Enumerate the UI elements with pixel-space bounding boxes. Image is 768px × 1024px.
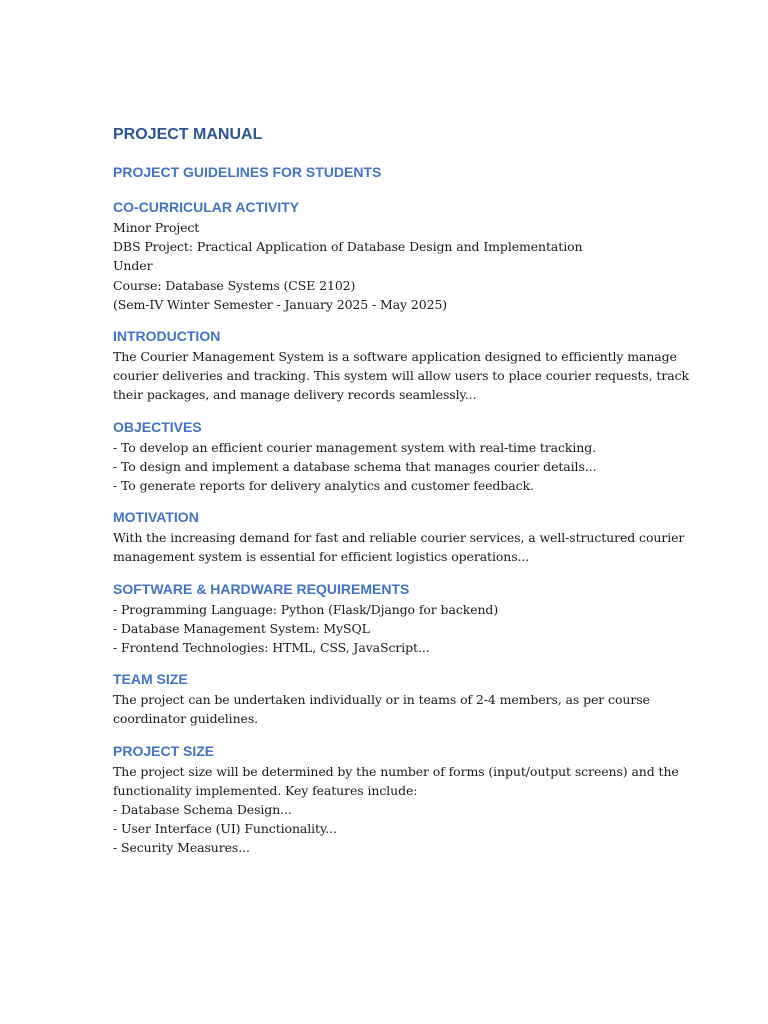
section-line: their packages, and manage delivery records seamlessly... [113,387,477,403]
section-line: Under [113,258,153,274]
section-line: (Sem-IV Winter Semester - January 2025 - May 2025) [113,296,448,312]
section-line: The Courier Management System is a software application designed to efficiently manage [113,349,677,365]
section-objectives [113,417,673,496]
section-heading: OBJECTIVES [113,418,202,435]
section-motivation [113,507,685,566]
section-line: Course: Database Systems (CSE 2102) [113,277,356,293]
section-line: - To generate reports for delivery analytics and customer feedback. [113,478,534,494]
section-heading: TEAM SIZE [113,671,188,688]
section-line: - Database Management System: MySQL [113,620,370,636]
section-line: courier deliveries and tracking. This system will allow users to place courier requests, track [113,368,689,384]
section-introduction [113,326,689,405]
document-subtitle: PROJECT GUIDELINES FOR STUDENTS [113,164,382,180]
section-heading: CO-CURRICULAR ACTIVITY [113,199,300,215]
document-title: PROJECT MANUAL [113,126,263,143]
section-line: With the increasing demand for fast and reliable courier services, a well-structured courier [113,530,685,546]
section-line: The project can be undertaken individually or in teams of 2-4 members, as per course [113,692,650,708]
section-heading: PROJECT SIZE [113,742,215,759]
section-line: - To design and implement a database schema that manages courier details... [113,458,597,474]
section-line: coordinator guidelines. [113,711,259,727]
section-line: - Frontend Technologies: HTML, CSS, JavaScript... [113,640,430,656]
document-page [113,124,689,870]
section-line: - Programming Language: Python (Flask/Django for backend) [113,601,499,617]
section-line: Minor Project [113,220,200,235]
section-line: - User Interface (UI) Functionality... [113,821,337,837]
section-co-curricular-activity [113,197,673,314]
section-line: - Database Schema Design... [113,802,292,818]
section-line: DBS Project: Practical Application of Database Design and Implementation [113,239,583,255]
section-line: management system is essential for efficient logistics operations... [113,549,530,565]
section-line: - Security Measures... [113,840,250,856]
section-heading: SOFTWARE & HARDWARE REQUIREMENTS [113,580,410,597]
section-team-size [113,669,673,728]
section-line: The project size will be determined by the number of forms (input/output screens) and the [113,763,679,779]
section-software-hardware-requirements [113,579,673,658]
section-heading: MOTIVATION [113,509,199,526]
section-heading: INTRODUCTION [113,328,221,345]
section-project-size [113,741,679,858]
section-line: functionality implemented. Key features include: [113,782,418,798]
section-line: - To develop an efficient courier management system with real-time tracking. [113,439,597,455]
